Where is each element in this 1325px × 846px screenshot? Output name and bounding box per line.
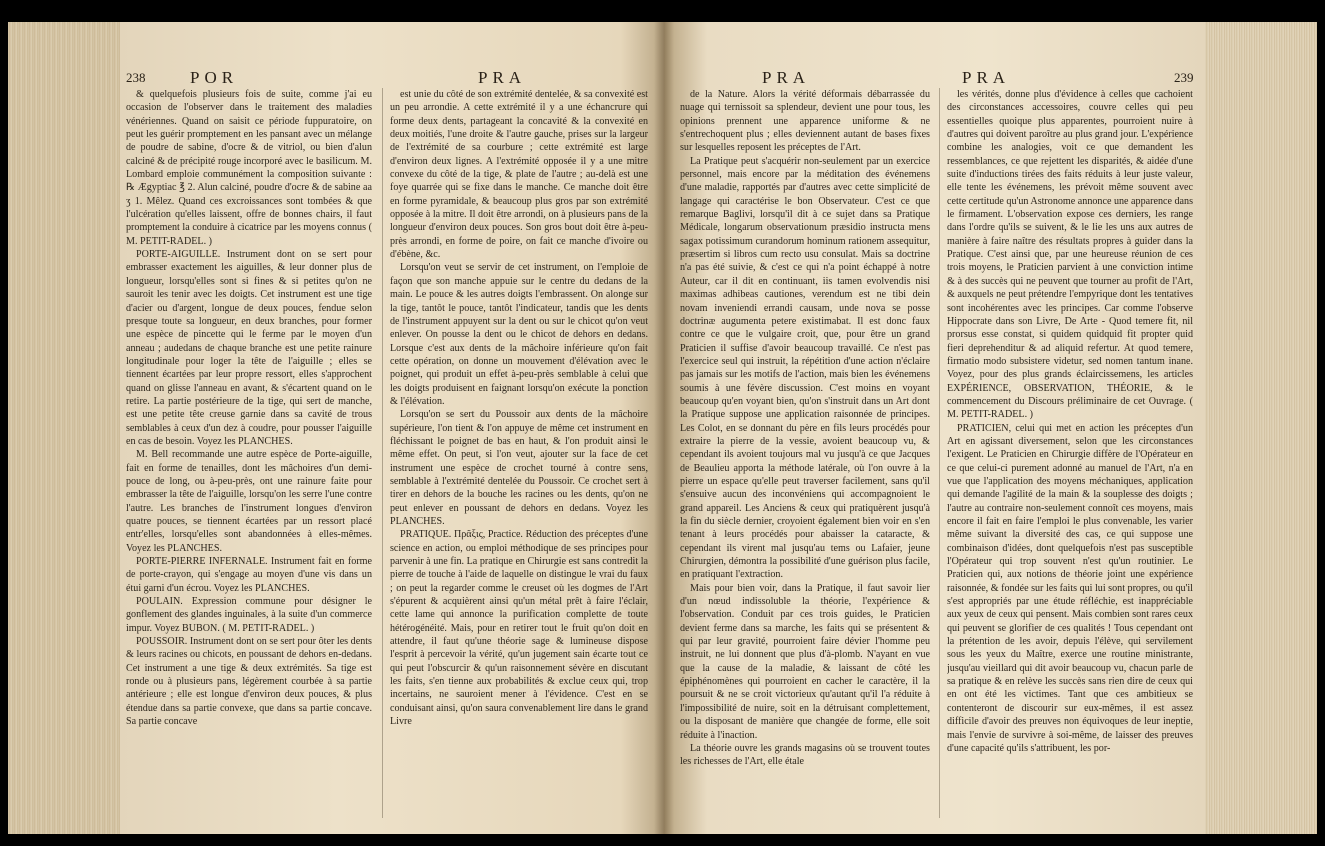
paragraph: M. Bell recommande une autre espèce de Porte-aiguille, fait en forme de tenailles, dont les mâchoires d'un demi-pouce de long, ou à-peu-près, ont une rainure faite pour embrasser la tête de l'aiguille, lorsqu'on les serre l'une contre l'autre. Les branches de l'instrument longues d'environ quatre pouces, se tiennent écartées par un ressort placé entr'elles, lorsqu'elles sont abandonnées à elles-mêmes. Voyez les PLANCHES. <box>126 449 372 554</box>
running-header-left-2: PRA <box>478 68 527 87</box>
running-header-right-1: PRA <box>762 68 811 87</box>
book-gutter <box>654 22 674 834</box>
right-page-column-2 <box>947 88 1193 822</box>
paragraph: PORTE-AIGUILLE. Instrument dont on se sert pour embrasser exactement les aiguilles, & leur donner plus de longueur, lorsqu'elles sont si fines & si petites qu'on ne sauroit les tenir avec les doigts. Cet instrument est une tige d'acier ou d'argent, longue de deux pouces, fendue selon presque toute sa longueur, en deux branches, pour former une espèce de pincette qui le ferme par le moyen d'un anneau ; audedans de chaque branche est une petite rainure longitudinale pour loger la tête de l'aiguille ; elles se tiennent écartées par leur propre ressort, elles s'approchent quand on glisse l'anneau en avant, & s'écartent quand on le retire. La partie postérieure de la tige, qui sert de manche, est une petite tête creuse garnie dans sa cavité de trous semblables à ceux d'un dez à coudre, pour pousser l'aiguille en cas de besoin. Voyez les PLANCHES. <box>126 249 372 447</box>
paragraph: de la Nature. Alors la vérité déformais débarrassée du nuage qui ternissoit sa splendeur, devient une pour tous, les opinions prennent une apparence uniforme & ne s'entrechoquent plus ; elles deviennent autant de bases fixes sur lesquelles reposent les préceptes de l'Art. <box>680 89 930 154</box>
right-page-column-1 <box>680 88 930 822</box>
paragraph: Lorsqu'on veut se servir de cet instrument, on l'emploie de façon que son manche appuie sur le centre du dedans de la main. Le pouce & les autres doigts l'embrassent. On alonge sur la tige, tantôt le pouce, tantôt l'indicateur, tandis que les dents de l'instrument appuyent sur la dent ou sur le chicot qu'on veut enlever. On pousse la dent ou le chicot de dehors en dedans. Lorsque c'est aux dents de la mâchoire inférieure qu'on fait cette opération, on donne un mouvement d'élévation avec le poignet, qui produit un effet à-peu-près semblable à celui que les doigts produisent en faignant lorsqu'on exécute la ponction & l'élévation. <box>390 262 648 407</box>
left-page <box>120 22 664 834</box>
paragraph: PRATICIEN, celui qui met en action les préceptes d'un Art en agissant diversement, selon que les circonstances l'exigent. Le Praticien en Chirurgie diffère de l'Opérateur en ce que celui-ci purement adonné au manuel de l'Art, n'a en vue que l'application des moyens méchaniques, application qui demande l'agilité de la main & la souplesse des doigts ; l'autre au contraire non-seulement connoît ces moyens, mais encore il fait en faire l'emploi le plus convenable, les varier même suivant la diversité des cas, ce qui suppose une combinaison d'idées, dont quelquefois n'est pas susceptible l'Opérateur qui trop souvent n'est qu'un routinier. Le Praticien qui, aux notions de théorie joint une expérience raisonnée, & fondée sur les faits qui lui sont propres, ou qu'il s'est appropriés par une étude réfléchie, est inappréciable aux yeux de ceux qui pensent. Mais combien sont rares ceux qui peuvent se glorifier de ces qualités ! Tous cependant ont la prétention de les avoir, depuis l'élève, qui servilement sous les yeux du Maître, exerce une routine ministrante, jusqu'au vieillard qui dit avoir beaucoup vu, chacun parle de sa pratique & en relève les succès sans rien dire de ceux qui en ont été les victimes. Tant que ces ambitieux se contenteront de discourir sur eux-mêmes, il est assez difficile d'avoir des preuves non équivoques de leur ineptie, mais l'envie de survivre à soi-même, de laisser des preuves d'une capacité qu'ils s'attribuent, les por- <box>947 422 1193 754</box>
right-page <box>664 22 1205 834</box>
left-page-column-1 <box>126 88 372 822</box>
open-book <box>8 22 1317 834</box>
paragraph: La Pratique peut s'acquérir non-seulement par un exercice personnel, mais encore par la méditation des événemens d'une maladie, rapportés par d'autres avec cette simplicité de langage qui caractérise le bon Observateur. C'est ce que remarque Baglivi, lorsqu'il dit à ce sujet dans sa Pratique Médicale, longarum observationum præsidio instructa mens sagax potissimum curandorum hominum rationem assequitur, præsertim si libros cum recto usu consulat. Mais sa doctrine n'a pas été suivie, & c'est ce qui n'a point échappé à notre Auteur, car il dit en continuant, iis tamen evolvendis nisi maximas adhibeas cautiones, verendum est ne tibi dein novam inveniendi errandi causam, unde nova se posse doctrinæ augumenta petere existimabat. Il est donc faux contre ce que le vulgaire croit, que, pour être un grand Praticien il suffise d'avoir beaucoup travaillé. Ce n'est pas l'exercice seul qui instruit, la répétition d'une action n'éclaire pas jamais sur les motifs de l'action, mais bien les événemens soumis à une févère discussion. C'est moins en voyant beaucoup qu'en voyant bien, qu'on s'instruit dans un Art dont la Pratique suppose une application raisonnée de principes. Les Colot, en se donnant du père en fils leurs procédés pour extraire la pierre de la vessie, avoient beaucoup vu, & cependant ils avoient toujours mal vu jusqu'à ce que Jacques de Beaulieu apporta la méthode latérale, où l'on ouvre à la pierre un espace qu'elle peut traverser facilement, sans qu'il s'ensuive aucun des inconvéniens qui accompagnoient le grand appareil. Les Anciens & ceux qui pratiquèrent jusqu'à la fin du siècle dernier, croyoient également bien voir en s'en tenant à leurs procédés pour abaisser la cataracte, & cependant ils virent mal jusqu'au tems ou Lafaier, jeune Chirurgien, démontra la possibilité d'une guérison plus facile, en pratiquant l'extraction. <box>680 155 930 581</box>
paragraph: les vérités, donne plus d'évidence à celles que cachoient des circonstances accessoires, couvre celles qui peu essentielles quoique plus apparentes, pourroient nuire à d'autres qui doivent paroître au plus grand jour. L'expérience combine les analogies, voit ce que demandent les ressemblances, ce que rejettent les disparités, & aidée d'une suite d'inductions tirées des faits réduits à leur juste valeur, elle tente les événemens, les prévoit même souvent avec cette certitude qu'un Astronome annonce une apparence dans le firmament. L'observation expose ces derniers, les range dans l'ordre qu'ils se suivent, & le lie les uns aux autres de manière à faire naître des résultats propres à guider dans la Pratique. C'est ainsi que, par une heureuse réunion de ces trois moyens, le Praticien parvient à une conviction intime & à des succès qui ne peuvent que tourner au profit de l'Art, & auxquels ne peut prétendre l'empyrique dont les tentatives sont incohérentes avec les principes. Car comme l'observe Hippocrate dans son Livre, De Arte - Quod temere fit, nil prorsus esse constat, si quidem quidquid fit propter quid fieri deprehenditur & ad aliquid refertur. At quod temere, firmatio modo subsistere videtur, sed nomen tantum inane. Voyez, pour des plus grands éclaircissemens, les articles EXPÉRIENCE, OBSERVATION, THÉORIE, & le commencement du Discours préliminaire de cet Ouvrage. ( M. PETIT-RADEL. ) <box>947 89 1193 421</box>
page-number-left: 238 <box>126 70 146 85</box>
column-rule <box>939 88 940 818</box>
paragraph: est unie du côté de son extrémité dentelée, & sa convexité est un peu arrondie. A cette extrémité il y a une échancrure qui forme deux dents, partageant la concavité & la convexité en deux moitiés, l'une droite & l'autre gauche, prises sur la largeur de l'extrémité de sa courbure ; cette extrémité est large d'environ deux lignes. A l'extrémité opposée il y a une mitre convexe du côté de la tige, & plate de l'autre ; au-delà est une foye quarrée qui se fixe dans le manche. Ce manche doit être en forme pyramidale, & beaucoup plus gros par son extrémité opposée à la mitre. Il doit être arrondi, on à plusieurs pans de la longueur d'environ deux pouces. Son gros bout doit être à-peu-près arrondi, en forme de poire, on fait ce manche d'ivoire ou d'ébène, &c. <box>390 89 648 261</box>
page-edges-right <box>1205 22 1317 834</box>
paragraph: Lorsqu'on se sert du Poussoir aux dents de la mâchoire supérieure, l'on tient & l'on appuye de même cet instrument en fléchissant le poignet de bas en haut, & l'on produit ainsi le même effet. On peut, si l'on veut, ajouter sur la face de cet instrument une espèce de crochet tourné à contre sens, semblable à l'extrémité dentelée du Poussoir. Ce crochet sert à tirer en dehors de la bouche les racines ou les dents, qu'on ne peut enlever en poussant de dehors en dedans. Voyez les PLANCHES. <box>390 409 648 527</box>
page-number-right: 239 <box>1174 70 1194 85</box>
left-page-column-2 <box>390 88 648 822</box>
running-header-left-1: POR <box>190 68 239 87</box>
paragraph: PORTE-PIERRE INFERNALE. Instrument fait en forme de porte-crayon, qui s'engage au moyen d'une vis dans un étui garni d'un écrou. Voyez les PLANCHES. <box>126 556 372 594</box>
page-edges-left <box>8 22 120 834</box>
paragraph: & quelquefois plusieurs fois de suite, comme j'ai eu occasion de l'observer dans le traitement des maladies vénériennes. Quand on saisit ce période fuppuratoire, on peut les guérir promptement en les pansant avec un mélange de poudre de sabine, d'ocre & de vitriol, ou bien d'alun calciné & de précipité rouge incorporé avec le basilicum. M. Lombard emploie communément la composition suivante : ℞ Ægyptiac ℥ 2. Alun calciné, poudre d'ocre & de sabine aa ʒ 1. Mêlez. Quand ces excroissances sont tombées & que l'ulcération qu'elles laissent, offre de bonnes chairs, il faut promptement la conduire à cicatrice par les moyens connus ( M. PETIT-RADEL. ) <box>126 89 372 247</box>
paragraph: PRATIQUE. Πρᾶξις, Practice. Réduction des préceptes d'une science en action, ou emploi méthodique de ses principes pour parvenir à une fin. La pratique en Chirurgie est sans contredit la pierre de touche à l'aide de laquelle on distingue le vrai du faux ; on peut la regarder comme le creuset où les dogmes de l'Art s'épurent & acquièrent ainsi qu'un métal prêt à faire l'éclair, cette lame qui annonce la purification complette de toute hétérogénéité. Mais, pour en retirer tout le fruit qu'on doit en attendre, il faut qu'une théorie sage & lumineuse dispose l'esprit à percevoir la vérité, qu'un jugement sain écarte tout ce qui peut l'obscurcir & qu'un raisonnement sévère en discutant les faits, s'en tienne aux probabilités & exclue ceux qui, trop incertains, ne sauroient mener à l'évidence. C'est en se conduisant ainsi, qu'on saura convenablement lire dans le grand Livre <box>390 529 648 728</box>
paragraph: POUSSOIR. Instrument dont on se sert pour ôter les dents & leurs racines ou chicots, en poussant de dehors en-dedans. Cet instrument a une tige & deux extrémités. Sa tige est ronde ou à plusieurs pans, légèrement courbée à sa partie antérieure ; elle est longue d'environ deux pouces, & plus étendue dans sa partie convexe, que dans sa partie concave. Sa partie concave <box>126 636 372 728</box>
column-rule <box>382 88 383 818</box>
running-header-right-2: PRA <box>962 68 1011 87</box>
paragraph: La théorie ouvre les grands magasins où se trouvent toutes les richesses de l'Art, elle étale <box>680 742 930 768</box>
paragraph: Mais pour bien voir, dans la Pratique, il faut savoir lier d'un nœud indissoluble la théorie, l'expérience & l'observation. Conduit par ces trois guides, le Praticien devient ferme dans sa marche, les faits qui se présentent & qui par leur gravité, pourroient faire dévier l'homme peu instruit, ne lui donnent que plus d'à-plomb. N'ayant en vue que la cause de la maladie, & laissant de côté les épiphénomènes qui pourroient en cacher le caractère, il la poursuit & ne se croit victorieux qu'autant qu'il l'a réduite à l'impossibilité de nuire, soit en la détruisant complettement, ou la disposant de manière que changée de forme, elle soit réduite à l'inaction. <box>680 582 930 741</box>
paragraph: POULAIN. Expression commune pour désigner le gonflement des glandes inguinales, à la suite d'un commerce impur. Voyez BUBON. ( M. PETIT-RADEL. ) <box>126 596 372 634</box>
